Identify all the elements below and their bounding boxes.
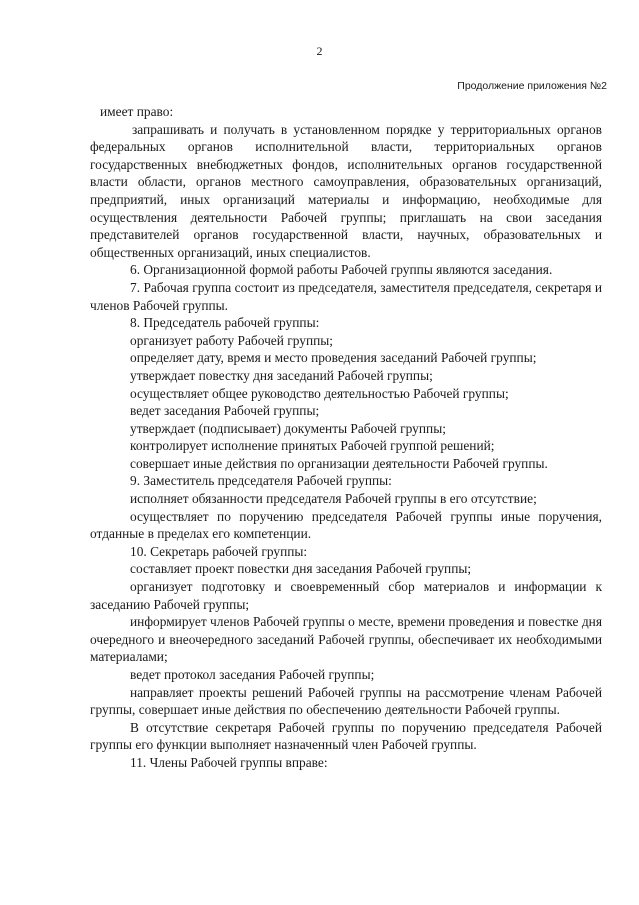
paragraph: организует подготовку и своевременный сбор материалов и информации к заседанию Рабочей группы; bbox=[90, 579, 602, 612]
paragraph: контролирует исполнение принятых Рабочей группой решений; bbox=[130, 438, 495, 454]
paragraph: 8. Председатель рабочей группы: bbox=[130, 315, 320, 331]
document-body bbox=[90, 103, 602, 772]
paragraph: утверждает (подписывает) документы Рабочей группы; bbox=[130, 420, 446, 436]
paragraph: 7. Рабочая группа состоит из председателя, заместителя председателя, секретаря и членов Рабочей группы. bbox=[90, 279, 602, 313]
paragraph: 11. Члены Рабочей группы вправе: bbox=[130, 754, 328, 770]
paragraph: составляет проект повестки дня заседания Рабочей группы; bbox=[130, 561, 472, 577]
paragraph: исполняет обязанности председателя Рабочей группы в его отсутствие; bbox=[130, 491, 537, 507]
paragraph: определяет дату, время и место проведения заседаний Рабочей группы; bbox=[130, 350, 537, 366]
paragraph: ведет заседания Рабочей группы; bbox=[130, 403, 320, 419]
paragraph: 6. Организационной формой работы Рабочей группы являются заседания. bbox=[130, 262, 553, 278]
paragraph: совершает иные действия по организации деятельности Рабочей группы. bbox=[130, 455, 548, 471]
paragraph: запрашивать и получать в установленном порядке у территориальных органов федеральных органов исполнительной власти, территориальных органов государственных внебюджетных фондов, исполнительных органов государственной власти области, органов местного самоуправления, образовательных организаций, предприятий, иных организаций материалы и информацию, необходимые для осуществления деятельности Рабочей группы; приглашать на свои заседания представителей органов государственной власти, научных, образовательных и общественных организаций, иных специалистов. bbox=[90, 121, 602, 260]
page-number: 2 bbox=[316, 44, 323, 58]
paragraph: 9. Заместитель председателя Рабочей группы: bbox=[130, 473, 392, 489]
paragraph: информирует членов Рабочей группы о месте, времени проведения и повестке дня очередного и внеочередного заседаний Рабочей группы, обеспечивает их необходимыми материалами; bbox=[90, 614, 602, 665]
paragraph: В отсутствие секретаря Рабочей группы по поручению председателя Рабочей группы его функции выполняет назначенный член Рабочей группы. bbox=[90, 719, 602, 753]
paragraph: имеет право: bbox=[100, 104, 174, 119]
paragraph: осуществляет общее руководство деятельностью Рабочей группы; bbox=[130, 385, 509, 401]
paragraph: направляет проекты решений Рабочей группы на рассмотрение членам Рабочей группы, совершает иные действия по обеспечению деятельности Рабочей группы. bbox=[90, 684, 602, 718]
paragraph: ведет протокол заседания Рабочей группы; bbox=[130, 667, 375, 682]
paragraph: организует работу Рабочей группы; bbox=[130, 332, 334, 348]
paragraph: утверждает повестку дня заседаний Рабочей группы; bbox=[130, 367, 433, 383]
continuation-label: Продолжение приложения №2 bbox=[457, 80, 607, 92]
paragraph: 10. Секретарь рабочей группы: bbox=[130, 543, 308, 559]
paragraph: осуществляет по поручению председателя Рабочей группы иные поручения, отданные в пределах его компетенции. bbox=[90, 508, 602, 542]
